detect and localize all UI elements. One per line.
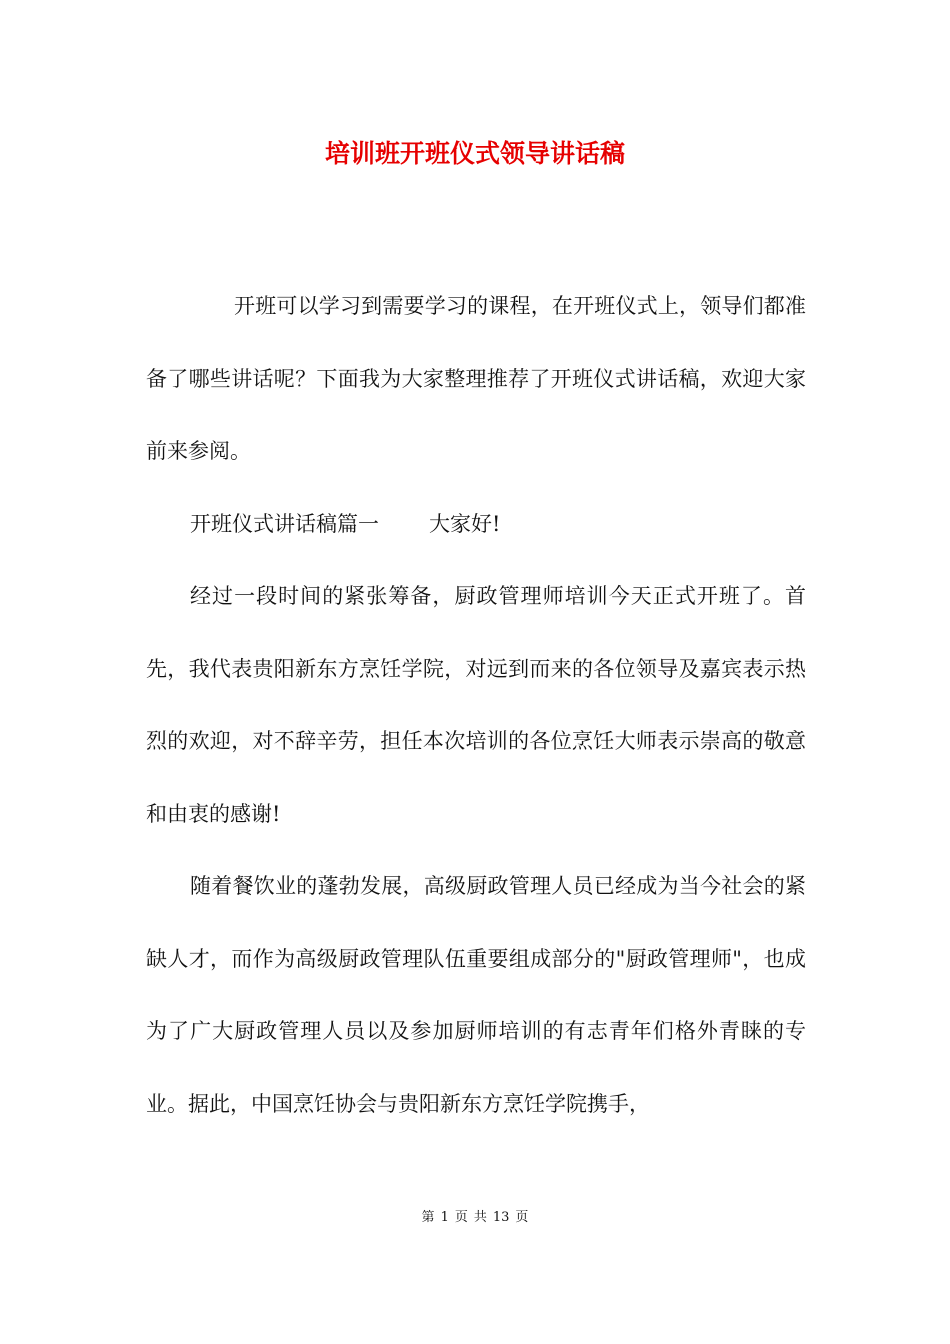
footer-total-pages: 13 — [492, 1210, 510, 1225]
greeting: 大家好! — [429, 511, 501, 536]
intro-paragraph: 开班可以学习到需要学习的课程，在开班仪式上，领导们都准备了哪些讲话呢？下面我为大家整理推荐了开班仪式讲话稿，欢迎大家前来参阅。 — [146, 294, 806, 463]
footer-current-page: 1 — [440, 1210, 449, 1225]
footer-suffix: 页 — [515, 1210, 529, 1225]
body-paragraph-2: 随着餐饮业的蓬勃发展，高级厨政管理人员已经成为当今社会的紧缺人才，而作为高级厨政管理队伍重要组成部分的"厨政管理师"，也成为了广大厨政管理人员以及参加厨师培训的有志青年们格外青睐的专业。据此，中国烹饪协会与贵阳新东方烹饪学院携手， — [146, 874, 806, 1116]
document-body — [146, 270, 806, 1140]
page-footer — [0, 1208, 950, 1228]
footer-total-prefix: 共 — [473, 1210, 487, 1225]
footer-prefix: 第 — [421, 1210, 435, 1225]
footer-page-word: 页 — [454, 1210, 468, 1225]
document-title: 培训班开班仪式领导讲话稿 — [324, 139, 625, 168]
body-paragraph-1: 经过一段时间的紧张筹备，厨政管理师培训今天正式开班了。首先，我代表贵阳新东方烹饪学院，对远到而来的各位领导及嘉宾表示热烈的欢迎，对不辞辛劳，担任本次培训的各位烹饪大师表示崇高的敬意和由衷的感谢! — [146, 584, 806, 826]
section-heading-line — [146, 488, 806, 561]
section-heading: 开班仪式讲话稿篇一 — [190, 511, 379, 536]
